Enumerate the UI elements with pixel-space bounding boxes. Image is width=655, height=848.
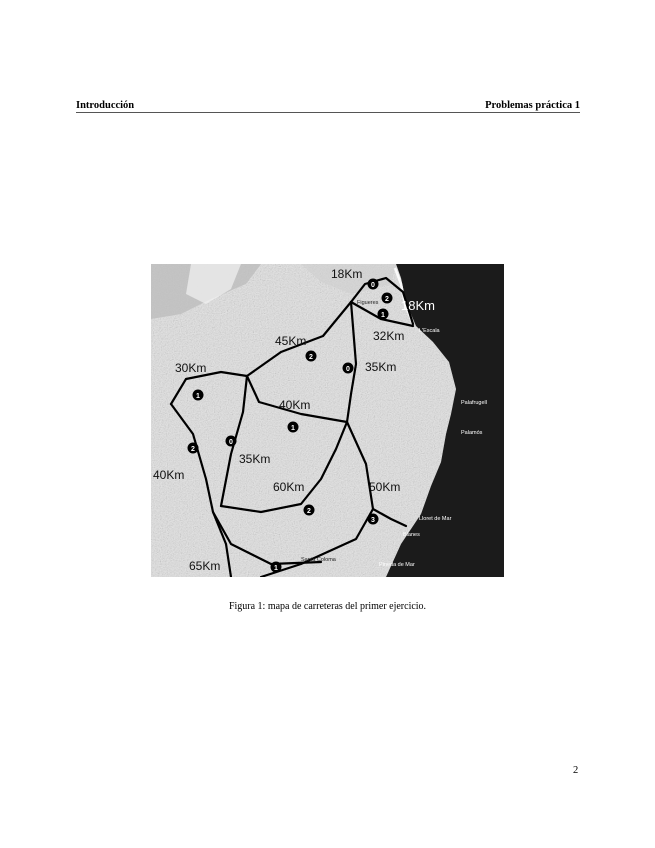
place-label: Santa Coloma	[301, 557, 336, 563]
road-map-figure	[151, 264, 504, 577]
place-label: L'Escala	[419, 328, 440, 334]
distance-label: 18Km	[331, 267, 363, 281]
place-label: Blanes	[403, 532, 420, 538]
distance-label: 35Km	[239, 452, 271, 466]
distance-label: 32Km	[373, 329, 405, 343]
distance-label: 65Km	[189, 559, 221, 573]
header-left-title: Introducción	[76, 100, 135, 111]
road-number: 2	[309, 354, 313, 361]
road-number: 0	[229, 439, 233, 446]
distance-label: 30Km	[175, 361, 207, 375]
road-number: 0	[371, 282, 375, 289]
place-label: Lloret de Mar	[419, 516, 452, 522]
page-number: 2	[573, 765, 579, 776]
road-number: 1	[274, 565, 278, 572]
place-label: Figueres	[357, 300, 379, 306]
distance-label: 40Km	[279, 398, 311, 412]
place-label: Pineda de Mar	[379, 562, 415, 568]
header-rule	[76, 112, 580, 113]
road-number: 1	[196, 393, 200, 400]
figure-caption: Figura 1: mapa de carreteras del primer ejercicio.	[228, 601, 427, 612]
place-label: Palafrugell	[461, 400, 487, 406]
road-number: 0	[346, 366, 350, 373]
road-number: 3	[371, 517, 375, 524]
place-label: Palamós	[461, 430, 483, 436]
road-number: 1	[381, 312, 385, 319]
distance-label: 40Km	[153, 468, 185, 482]
distance-label: 45Km	[275, 334, 307, 348]
distance-label: 18Km	[401, 298, 435, 313]
road-map	[151, 264, 504, 577]
road-number: 2	[385, 296, 389, 303]
distance-label: 50Km	[369, 480, 401, 494]
road-number: 2	[191, 446, 195, 453]
road-number: 2	[307, 508, 311, 515]
distance-label: 60Km	[273, 480, 305, 494]
header-right-title: Problemas práctica 1	[485, 100, 580, 111]
distance-label: 35Km	[365, 360, 397, 374]
road-number: 1	[291, 425, 295, 432]
